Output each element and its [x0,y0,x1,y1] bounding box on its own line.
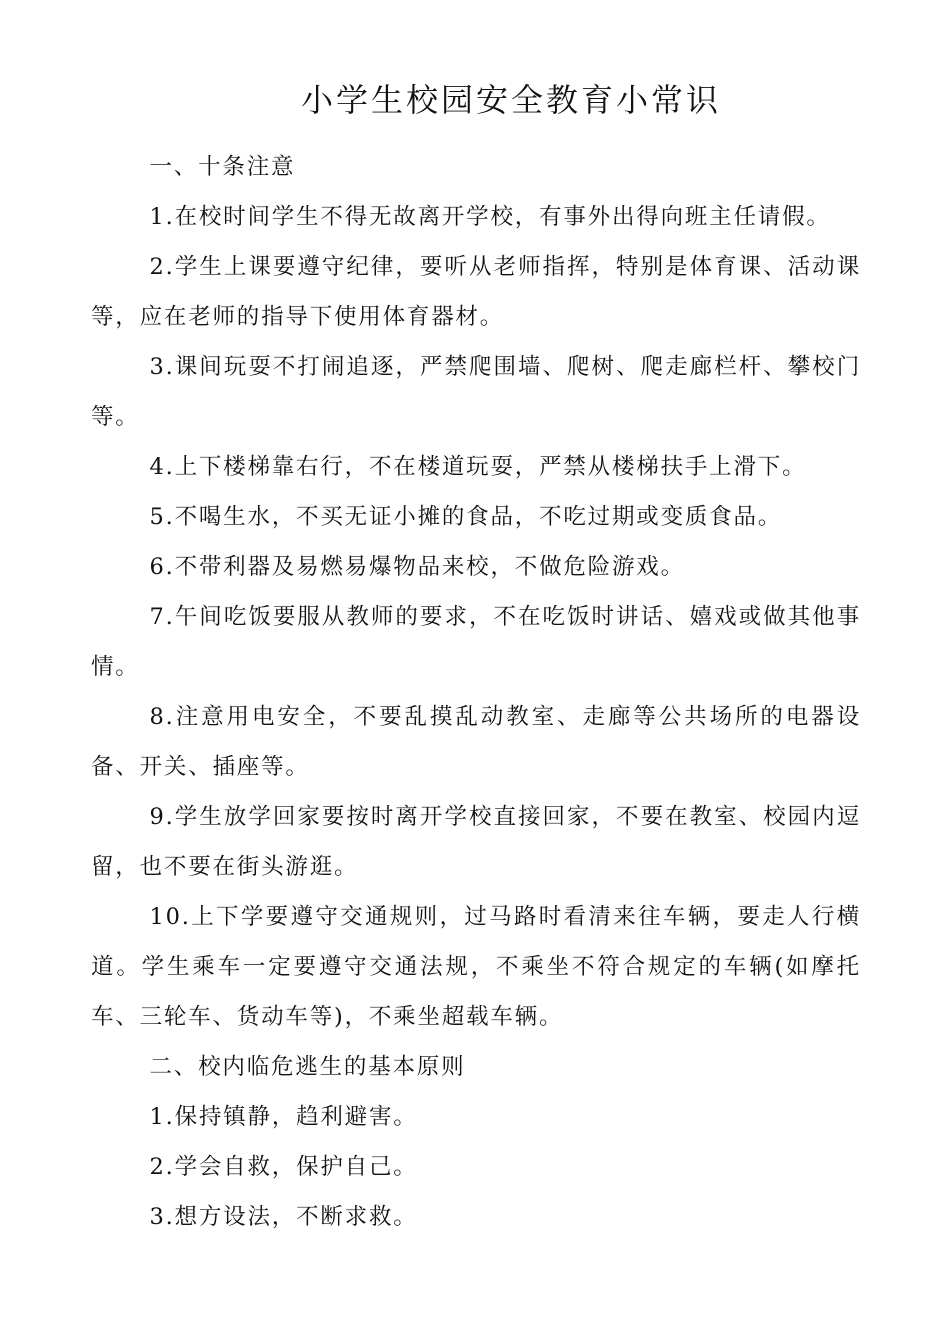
principle-3: 3.想方设法，不断求救。 [149,1204,418,1230]
document-body [91,142,861,1242]
rule-3: 3.课间玩耍不打闹追逐，严禁爬围墙、爬树、爬走廊栏杆、攀校门等。 [91,354,861,430]
principle-2: 2.学会自救，保护自己。 [149,1154,418,1180]
document-title: 小学生校园安全教育小常识 [300,81,721,119]
rule-9: 9.学生放学回家要按时离开学校直接回家，不要在教室、校园内逗留，也不要在街头游逛。 [91,804,861,880]
rule-2: 2.学生上课要遵守纪律，要听从老师指挥，特别是体育课、活动课等，应在老师的指导下使用体育器材。 [91,254,861,330]
rule-1: 1.在校时间学生不得无故离开学校，有事外出得向班主任请假。 [149,204,831,230]
section-heading-escape-principles: 二、校内临危逃生的基本原则 [149,1054,466,1080]
rule-5: 5.不喝生水，不买无证小摊的食品，不吃过期或变质食品。 [149,504,783,530]
rule-10: 10.上下学要遵守交通规则，过马路时看清来往车辆，要走人行横道。学生乘车一定要遵守交通法规，不乘坐不符合规定的车辆(如摩托车、三轮车、货动车等)，不乘坐超载车辆。 [91,904,861,1030]
principle-1: 1.保持镇静，趋利避害。 [149,1104,418,1130]
rule-6: 6.不带利器及易燃易爆物品来校，不做危险游戏。 [149,554,685,580]
rule-8: 8.注意用电安全，不要乱摸乱动教室、走廊等公共场所的电器设备、开关、插座等。 [91,704,861,780]
rule-7: 7.午间吃饭要服从教师的要求，不在吃饭时讲话、嬉戏或做其他事情。 [91,604,861,680]
rule-4: 4.上下楼梯靠右行，不在楼道玩耍，严禁从楼梯扶手上滑下。 [149,454,807,480]
section-heading-ten-notes: 一、十条注意 [149,154,296,180]
